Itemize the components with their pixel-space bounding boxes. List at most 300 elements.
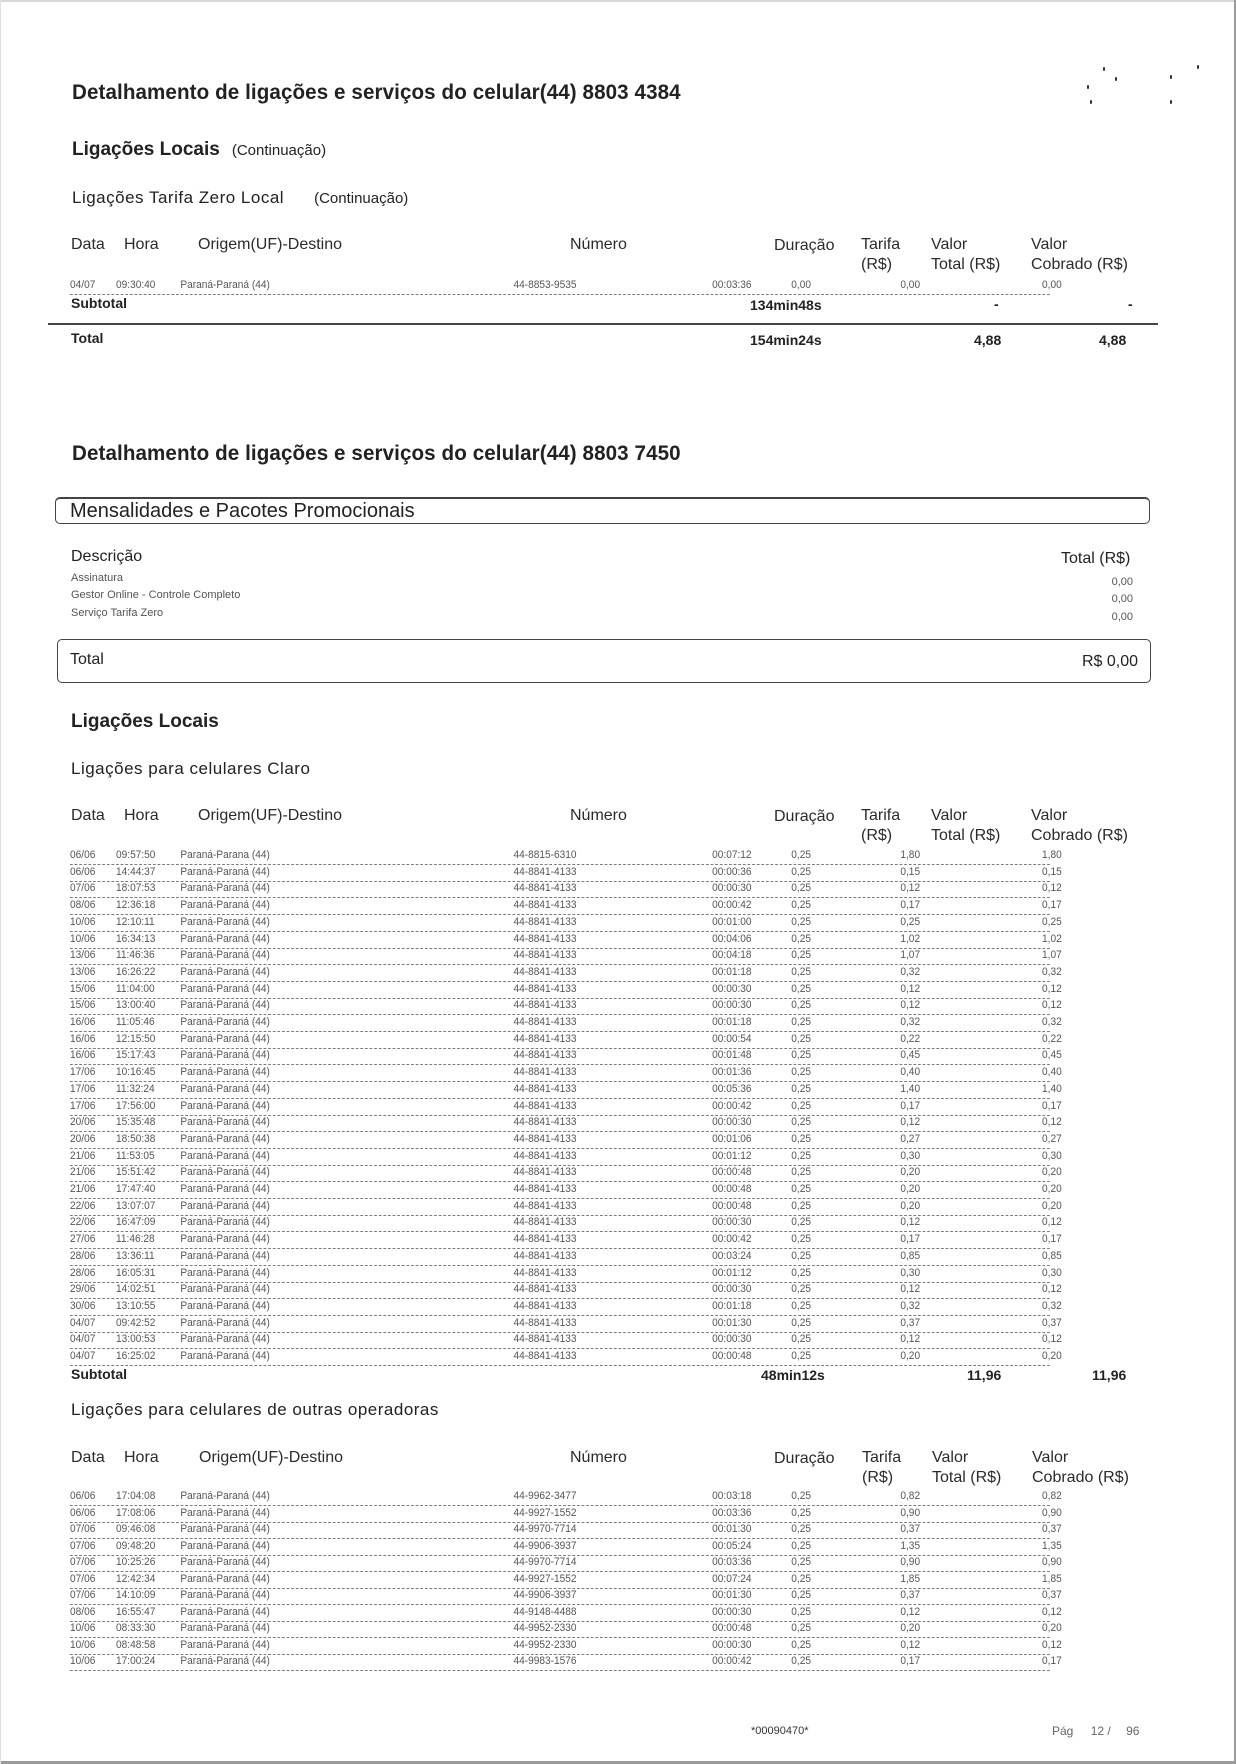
mensalidades-item-value: 0,00 [1111, 611, 1133, 623]
cell-valor-cobrado: 0,45 [1008, 1049, 1061, 1061]
cell-hora: 12:10:11 [116, 915, 155, 928]
mensalidades-total-label: Total [70, 651, 104, 668]
cell-tarifa: 0,25 [791, 1032, 811, 1045]
cell-numero: 44-9906-3937 [513, 1539, 577, 1552]
cell-duracao: 00:04:06 [712, 932, 752, 945]
table-row [70, 898, 1062, 915]
mensalidades-item-value: 0,00 [1111, 576, 1133, 588]
col-tarifa-line2: (R$) [862, 1469, 894, 1486]
cell-duracao: 00:00:48 [712, 1183, 752, 1195]
col-duracao: Duração [774, 1450, 835, 1467]
cell-numero: 44-9952-2330 [513, 1622, 577, 1634]
cell-valor-cobrado: 1,02 [1008, 933, 1061, 945]
table-row [70, 1082, 1062, 1099]
cell-duracao: 00:00:30 [712, 1216, 752, 1229]
cell-hora: 15:35:48 [116, 1116, 156, 1129]
cell-tarifa: 0,25 [791, 1539, 811, 1552]
cell-duracao: 00:05:24 [712, 1539, 752, 1552]
cell-tarifa: 0,25 [791, 1249, 811, 1262]
cell-data: 04/07 [70, 1333, 96, 1346]
total-valor-total: 4,88 [974, 332, 1002, 348]
cell-hora: 14:10:09 [116, 1589, 156, 1601]
cell-origem: Paraná-Paraná (44) [180, 1638, 270, 1651]
table-row [70, 1621, 1062, 1638]
col-origem: Origem(UF)-Destino [198, 236, 343, 253]
cell-data: 08/06 [70, 899, 96, 912]
cell-tarifa: 0,25 [791, 965, 811, 978]
cell-hora: 09:42:52 [116, 1316, 156, 1329]
mensalidades-item-value: 0,00 [1111, 593, 1133, 605]
section2-group-title: Ligações Locais [71, 711, 219, 732]
cell-tarifa: 0,25 [791, 1638, 811, 1651]
col-valor-total-line2: Total (R$) [931, 256, 1001, 273]
cell-valor-total: 0,45 [863, 1049, 922, 1061]
table-row [70, 1489, 1062, 1506]
cell-valor-total: 0,32 [863, 1016, 922, 1028]
total-duracao: 154min24s [750, 332, 822, 348]
cell-tarifa: 0,25 [791, 1333, 811, 1346]
cell-data: 17/06 [70, 1066, 96, 1079]
cell-valor-cobrado: 0,12 [1008, 999, 1061, 1011]
cell-hora: 16:26:22 [116, 965, 156, 978]
cell-duracao: 00:01:30 [712, 1589, 752, 1601]
cell-numero: 44-9970-7714 [513, 1523, 577, 1535]
cell-valor-total: 0,12 [863, 1116, 922, 1128]
cell-tarifa: 0,25 [791, 1266, 811, 1279]
table-row [70, 848, 1062, 865]
cell-hora: 13:36:11 [116, 1249, 155, 1262]
cell-data: 17/06 [70, 1082, 96, 1095]
cell-origem: Paraná-Paraná (44) [180, 1605, 270, 1618]
cell-valor-total: 0,37 [863, 1523, 922, 1535]
col-valor-total-line1: Valor [932, 1449, 969, 1466]
table-row [70, 1249, 1062, 1266]
cell-numero: 44-9927-1552 [513, 1572, 577, 1585]
cell-numero: 44-8841-4133 [513, 1166, 577, 1179]
mensalidades-total-value: R$ 0,00 [1081, 653, 1138, 670]
cell-valor-total: 0,20 [863, 1350, 922, 1362]
cell-duracao: 00:01:12 [712, 1149, 752, 1162]
cell-valor-cobrado: 0,17 [1008, 1655, 1061, 1667]
col-tarifa [861, 235, 900, 275]
continuation-label: (Continuação) [314, 190, 409, 207]
cell-numero: 44-8841-4133 [513, 982, 577, 995]
cell-tarifa: 0,25 [791, 1506, 811, 1519]
col-tarifa-line1: Tarifa [862, 1449, 902, 1466]
cell-tarifa: 0,25 [791, 1116, 811, 1129]
table-row [70, 1638, 1062, 1655]
col-valor-total-line1: Valor [931, 807, 968, 824]
col-tarifa-line1: Tarifa [861, 807, 901, 824]
cell-data: 29/06 [70, 1283, 96, 1296]
cell-tarifa: 0,25 [791, 1066, 811, 1079]
cell-data: 13/06 [70, 949, 96, 962]
cell-valor-cobrado: 0,27 [1008, 1133, 1061, 1145]
page-edge-left [0, 0, 1, 1764]
cell-hora: 15:17:43 [116, 1049, 156, 1062]
total-separator [48, 323, 1158, 325]
cell-duracao: 00:00:30 [712, 1116, 752, 1129]
table-row [70, 1266, 1062, 1283]
cell-data: 07/06 [70, 1572, 96, 1585]
cell-valor-total: 0,12 [863, 983, 922, 995]
cell-duracao: 00:00:42 [712, 1655, 752, 1667]
cell-origem: Paraná-Paraná (44) [180, 932, 270, 945]
subtotal-duracao: 48min12s [761, 1367, 825, 1383]
cell-valor-cobrado: 0,32 [1008, 1016, 1061, 1028]
table-row [70, 1332, 1062, 1349]
cell-valor-total: 0,30 [863, 1267, 922, 1279]
cell-data: 20/06 [70, 1116, 96, 1129]
cell-valor-total: 0,90 [863, 1507, 922, 1519]
cell-hora: 10:16:45 [116, 1066, 156, 1079]
col-data: Data [71, 807, 105, 824]
cell-numero: 44-8841-4133 [513, 1132, 577, 1145]
cell-valor-cobrado: 0,12 [1008, 983, 1061, 995]
cell-hora: 08:33:30 [116, 1622, 156, 1634]
cell-origem: Paraná-Paraná (44) [180, 1049, 270, 1062]
cell-valor-cobrado: 0,20 [1008, 1622, 1061, 1634]
cell-hora: 08:48:58 [116, 1638, 156, 1651]
cell-duracao: 00:01:30 [712, 1523, 752, 1535]
cell-data: 16/06 [70, 1032, 96, 1045]
col-valor-cobrado [1031, 235, 1128, 275]
col-valor-cobrado-line1: Valor [1032, 1449, 1069, 1466]
cell-origem: Paraná-Paraná (44) [180, 999, 270, 1012]
col-valor-cobrado-line2: Cobrado (R$) [1032, 1469, 1129, 1486]
cell-origem: Paraná-Paraná (44) [180, 1132, 270, 1145]
table-row [70, 1282, 1062, 1299]
cell-valor-cobrado: 0,12 [1008, 1333, 1061, 1345]
cell-duracao: 00:00:30 [712, 1605, 752, 1618]
cell-valor-cobrado: 0,12 [1008, 1283, 1061, 1295]
cell-hora: 11:53:05 [116, 1149, 155, 1162]
cell-hora: 09:30:40 [116, 279, 156, 291]
cell-valor-cobrado: 0,25 [1008, 916, 1061, 928]
cell-hora: 13:07:07 [116, 1199, 156, 1212]
cell-valor-cobrado: 0,20 [1008, 1166, 1061, 1178]
cell-valor-total: 0,12 [863, 1333, 922, 1345]
col-valor-cobrado-line2: Cobrado (R$) [1031, 256, 1128, 273]
cell-valor-total: 0,27 [863, 1133, 922, 1145]
cell-data: 28/06 [70, 1249, 96, 1262]
cell-tarifa: 0,25 [791, 1490, 811, 1502]
cell-hora: 17:04:08 [116, 1490, 156, 1502]
cell-valor-total: 0,20 [863, 1200, 922, 1212]
cell-data: 07/06 [70, 1556, 96, 1568]
page-current: 12 / [1090, 1724, 1111, 1738]
subtotal-duracao: 134min48s [750, 297, 822, 313]
cell-valor-total: 0,17 [863, 1233, 922, 1245]
cell-data: 22/06 [70, 1216, 96, 1229]
cell-tarifa: 0,25 [791, 1082, 811, 1095]
cell-valor-cobrado: 0,15 [1008, 866, 1061, 878]
cell-valor-total: 0,37 [863, 1589, 922, 1601]
cell-origem: Paraná-Paraná (44) [180, 1183, 270, 1195]
cell-valor-total: 0,20 [863, 1622, 922, 1634]
cell-tarifa: 0,25 [791, 1605, 811, 1618]
cell-origem: Paraná-Paraná (44) [180, 1490, 270, 1502]
total-rs-header: Total (R$) [1061, 550, 1131, 567]
cell-origem: Paraná-Paraná (44) [180, 1572, 270, 1585]
table-row [70, 1015, 1062, 1032]
cell-valor-total: 0,12 [863, 882, 922, 894]
cell-numero: 44-8841-4133 [513, 1016, 577, 1028]
table-row [70, 1132, 1062, 1149]
cell-tarifa: 0,25 [791, 999, 811, 1012]
cell-data: 20/06 [70, 1132, 96, 1145]
cell-origem: Paraná-Paraná (44) [180, 899, 270, 912]
cell-origem: Paraná-Paraná (44) [180, 1016, 270, 1028]
cell-valor-cobrado: 0,17 [1008, 1233, 1061, 1245]
mensalidades-header-box [55, 497, 1150, 524]
cell-hora: 16:34:13 [116, 932, 156, 945]
cell-duracao: 00:00:54 [712, 1032, 752, 1045]
table-row [70, 1032, 1062, 1049]
cell-tarifa: 0,25 [791, 1199, 811, 1212]
cell-numero: 44-8841-4133 [513, 965, 577, 978]
table-row [70, 1199, 1062, 1216]
cell-duracao: 00:03:36 [712, 279, 752, 291]
cell-origem: Paraná-Paraná (44) [180, 965, 270, 978]
cell-origem: Paraná-Paraná (44) [180, 1099, 270, 1112]
cell-hora: 16:05:31 [116, 1266, 156, 1279]
cell-origem: Paraná-Paraná (44) [180, 1066, 270, 1079]
table-row [70, 1605, 1062, 1622]
mensalidades-item-label: Serviço Tarifa Zero [71, 607, 164, 619]
cell-origem: Paraná-Parana (44) [180, 849, 270, 861]
cell-numero: 44-8841-4133 [513, 1333, 577, 1346]
total-label: Total [71, 330, 104, 346]
cell-numero: 44-8841-4133 [513, 1249, 577, 1262]
cell-numero: 44-8841-4133 [513, 1216, 577, 1229]
cell-valor-total: 0,20 [863, 1183, 922, 1195]
cell-numero: 44-8853-9535 [513, 279, 577, 291]
cell-tarifa: 0,00 [791, 279, 811, 291]
cell-duracao: 00:01:30 [712, 1316, 752, 1329]
cell-data: 06/06 [70, 865, 96, 878]
cell-numero: 44-8841-4133 [513, 1316, 577, 1329]
cell-valor-total: 0,17 [863, 1100, 922, 1112]
cell-data: 06/06 [70, 849, 96, 861]
cell-valor-total: 0,40 [863, 1066, 922, 1078]
cell-data: 10/06 [70, 1655, 96, 1667]
section1-subgroup-title [72, 188, 408, 208]
cell-hora: 14:02:51 [116, 1283, 156, 1296]
cell-hora: 09:46:08 [116, 1523, 156, 1535]
group-title-text: Ligações Locais [72, 139, 220, 160]
cell-duracao: 00:07:24 [712, 1572, 752, 1585]
cell-numero: 44-8815-6310 [513, 849, 577, 861]
cell-hora: 11:04:00 [116, 982, 155, 995]
cell-origem: Paraná-Paraná (44) [180, 1249, 270, 1262]
table-row [70, 1232, 1062, 1249]
cell-valor-total: 0,85 [863, 1250, 922, 1262]
cell-duracao: 00:00:36 [712, 865, 752, 878]
col-valor-cobrado-line1: Valor [1031, 236, 1068, 253]
cell-valor-total: 0,25 [863, 916, 922, 928]
cell-numero: 44-9927-1552 [513, 1506, 577, 1519]
cell-hora: 16:55:47 [116, 1605, 156, 1618]
cell-valor-cobrado: 0,37 [1008, 1317, 1061, 1329]
cell-data: 16/06 [70, 1049, 96, 1062]
table-row [70, 1065, 1062, 1082]
cell-tarifa: 0,25 [791, 932, 811, 945]
cell-numero: 44-8841-4133 [513, 882, 577, 895]
cell-valor-cobrado: 0,30 [1008, 1267, 1061, 1279]
cell-data: 07/06 [70, 882, 96, 895]
cell-data: 06/06 [70, 1490, 96, 1502]
cell-numero: 44-8841-4133 [513, 1149, 577, 1162]
cell-duracao: 00:01:12 [712, 1266, 752, 1279]
cell-tarifa: 0,25 [791, 1350, 811, 1362]
cell-origem: Paraná-Paraná (44) [180, 279, 270, 291]
cell-valor-cobrado: 0,32 [1008, 966, 1061, 978]
cell-numero: 44-8841-4133 [513, 949, 577, 962]
cell-duracao: 00:01:06 [712, 1132, 752, 1145]
table-row [70, 1299, 1062, 1316]
cell-valor-cobrado: 1,40 [1008, 1083, 1061, 1095]
cell-tarifa: 0,25 [791, 1166, 811, 1179]
cell-valor-cobrado: 0,20 [1008, 1200, 1061, 1212]
cell-valor-total: 1,40 [863, 1083, 922, 1095]
cell-tarifa: 0,25 [791, 1233, 811, 1246]
cell-origem: Paraná-Paraná (44) [180, 1216, 270, 1229]
cell-duracao: 00:01:36 [712, 1066, 752, 1079]
cell-valor-cobrado: 1,85 [1008, 1573, 1061, 1585]
cell-origem: Paraná-Paraná (44) [180, 1556, 270, 1568]
col-tarifa [862, 1448, 901, 1488]
cell-origem: Paraná-Paraná (44) [180, 1589, 270, 1601]
subtotal-label: Subtotal [71, 295, 127, 311]
cell-hora: 11:46:28 [116, 1233, 155, 1246]
section1-group-title [72, 139, 326, 161]
col-hora: Hora [124, 236, 159, 253]
col-data: Data [71, 1449, 105, 1466]
table-row [70, 1539, 1062, 1556]
cell-origem: Paraná-Paraná (44) [180, 949, 270, 962]
cell-data: 04/07 [70, 279, 96, 291]
table-row [70, 1115, 1062, 1132]
cell-valor-cobrado: 0,90 [1008, 1556, 1061, 1568]
cell-duracao: 00:00:42 [712, 1099, 752, 1112]
cell-valor-cobrado: 1,35 [1008, 1540, 1061, 1552]
claro-subgroup-title: Ligações para celulares Claro [71, 759, 311, 778]
cell-valor-total: 0,20 [863, 1166, 922, 1178]
section2-title: Detalhamento de ligações e serviços do celular(44) 8803 7450 [72, 442, 681, 465]
cell-tarifa: 0,25 [791, 1099, 811, 1112]
cell-valor-cobrado: 0,85 [1008, 1250, 1061, 1262]
cell-duracao: 00:00:30 [712, 982, 752, 995]
table-row [70, 1149, 1062, 1166]
cell-valor-cobrado: 1,80 [1008, 849, 1061, 861]
cell-valor-total: 0,12 [863, 1216, 922, 1228]
cell-numero: 44-8841-4133 [513, 915, 577, 928]
cell-valor-total: 0,00 [863, 279, 922, 291]
cell-data: 06/06 [70, 1506, 96, 1519]
cell-origem: Paraná-Paraná (44) [180, 915, 270, 928]
cell-numero: 44-9970-7714 [513, 1556, 577, 1568]
cell-numero: 44-8841-4133 [513, 1099, 577, 1112]
cell-numero: 44-8841-4133 [513, 1233, 577, 1246]
cell-valor-total: 0,12 [863, 1606, 922, 1618]
table-row [70, 1555, 1062, 1572]
cell-tarifa: 0,25 [791, 1049, 811, 1062]
descricao-header: Descrição [71, 548, 143, 565]
cell-numero: 44-9148-4488 [513, 1605, 577, 1618]
cell-valor-cobrado: 0,12 [1008, 1116, 1061, 1128]
col-duracao: Duração [774, 808, 835, 825]
cell-valor-total: 0,32 [863, 966, 922, 978]
cell-duracao: 00:00:30 [712, 1638, 752, 1651]
table-row [70, 278, 1062, 295]
cell-duracao: 00:00:42 [712, 899, 752, 912]
col-valor-total [931, 235, 1000, 275]
total-valor-cobrado: 4,88 [1099, 332, 1127, 348]
cell-numero: 44-8841-4133 [513, 1350, 577, 1362]
cell-duracao: 00:00:30 [712, 1283, 752, 1296]
cell-valor-cobrado: 0,12 [1008, 1216, 1061, 1228]
cell-valor-total: 0,37 [863, 1317, 922, 1329]
mensalidades-item-label: Gestor Online - Controle Completo [71, 589, 241, 601]
cell-tarifa: 0,25 [791, 1132, 811, 1145]
col-tarifa [861, 806, 900, 846]
table-row [70, 982, 1062, 999]
col-valor-total-line2: Total (R$) [932, 1469, 1002, 1486]
cell-valor-total: 0,32 [863, 1300, 922, 1312]
subtotal-valor-total: - [994, 296, 999, 312]
cell-hora: 12:36:18 [116, 899, 156, 912]
col-hora: Hora [124, 807, 159, 824]
col-origem: Origem(UF)-Destino [198, 807, 343, 824]
cell-tarifa: 0,25 [791, 915, 811, 928]
cell-duracao: 00:04:18 [712, 949, 752, 962]
cell-origem: Paraná-Paraná (44) [180, 1506, 270, 1519]
cell-duracao: 00:00:42 [712, 1233, 752, 1246]
cell-data: 21/06 [70, 1149, 96, 1162]
col-duracao: Duração [774, 237, 835, 254]
cell-tarifa: 0,25 [791, 882, 811, 895]
page-edge-top [0, 0, 1236, 2]
cell-origem: Paraná-Paraná (44) [180, 982, 270, 995]
subtotal-valor-cobrado: 11,96 [1092, 1367, 1127, 1383]
col-valor-cobrado-line1: Valor [1031, 807, 1068, 824]
subtotal-valor-total: 11,96 [967, 1367, 1002, 1383]
cell-data: 07/06 [70, 1523, 96, 1535]
cell-hora: 17:47:40 [116, 1183, 156, 1195]
cell-valor-cobrado: 0,00 [1008, 279, 1061, 291]
cell-data: 04/07 [70, 1316, 96, 1329]
col-valor-cobrado [1031, 806, 1128, 846]
cell-valor-total: 0,22 [863, 1033, 922, 1045]
col-valor-total [931, 806, 1000, 846]
cell-valor-cobrado: 0,12 [1008, 1639, 1061, 1651]
cell-origem: Paraná-Paraná (44) [180, 1266, 270, 1279]
cell-origem: Paraná-Paraná (44) [180, 1333, 270, 1346]
cell-valor-total: 0,12 [863, 1639, 922, 1651]
outras-subgroup-title: Ligações para celulares de outras operadoras [71, 1400, 439, 1419]
cell-duracao: 00:00:30 [712, 882, 752, 895]
cell-hora: 14:44:37 [116, 865, 156, 878]
cell-origem: Paraná-Paraná (44) [180, 1032, 270, 1045]
mensalidades-total-box [57, 639, 1151, 683]
cell-numero: 44-8841-4133 [513, 1183, 577, 1195]
cell-data: 27/06 [70, 1233, 96, 1246]
cell-valor-total: 1,02 [863, 933, 922, 945]
cell-data: 10/06 [70, 932, 96, 945]
cell-numero: 44-8841-4133 [513, 1199, 577, 1212]
cell-valor-total: 0,82 [863, 1490, 922, 1502]
